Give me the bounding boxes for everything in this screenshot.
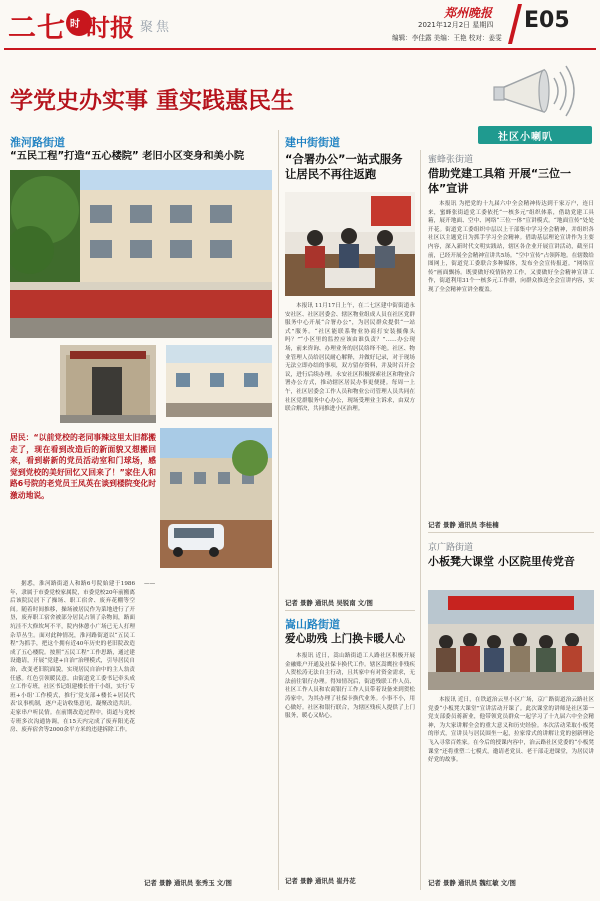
section-badge-text-2: 时报 [86,14,134,42]
center-article-2-body: 本报讯 近日，嵩山路街道工人路社区积极开展金融账户开通及社保卡换代工作。辖区嵩鹰拉非残疾人贺松涛无法自主行动，且其家中有对资金需求，无法前往银行办理。得知情况后，街道残联工作人员、社区工作人员和农商银行工作人员带着设备来到贺松涛家中，为其办理了社保卡换代业务。小事不小，用心做好。社区和银行联合，为辖区残疾人提供了上门服务，暖心又贴心。 [285,653,415,720]
right-article-2-place: 京广路街道 [428,543,474,553]
plaza-photo [160,428,272,568]
building-photo [10,170,272,338]
right-article-2-body: 本报讯 近日，在铁道治云里小区广场，京广路街道治云路社区党委“小板凳大课堂”宣讲活动开课了。此次课堂的讲师是社区第一党支部委员蒋新业，他带领党员群众一起学习了十九届六中全会精神，为大家讲解全会的重大意义和历史经验。本次活动采取小板凳的形式，宣讲员与居民围坐一起，拉家常式的讲解让党的创新理论飞入寻常百姓家。在今后的授课内容中，治云路社区党委的“小板凳课堂”还将重塑二七模式，邀请老党员、老干部走进课堂，为居民讲好党的故事。 [428,697,594,764]
masthead-rule [4,48,596,50]
center-article-1-headline-text: “合署办公”一站式服务 让居民不再往返跑 [285,152,403,181]
center-article-2-body-wrap [285,652,415,870]
right-article-1-headline [428,166,594,196]
section-tag: 聚焦 [140,20,173,35]
left-article-headline: “五民工程”打造“五心楼院” 老旧小区变身和美小院 [10,151,245,162]
left-article-body-cont: —— [144,581,156,587]
doorway-photo [60,345,156,423]
center-article-2-byline: 记者 景静 通讯员 崔丹花 [285,877,356,885]
center-separator [285,610,415,611]
page-divider [508,4,522,44]
right-header-text: 社区小喇叭 [498,132,553,143]
right-article-1-byline: 记者 景静 通讯员 李桂楠 [428,521,499,529]
left-article-body-col1 [10,580,135,886]
right-article-1-place: 蜜蜂张街道 [428,155,474,165]
banner-title: 学党史办实事 重实践惠民生 [10,87,295,114]
section-left: 二七 [8,11,67,44]
wall-photo [166,345,272,417]
paper-name: 郑州晚报 [444,6,493,20]
date-line: 2021年12月2日 星期四 [418,21,494,29]
left-article-byline: 记者 景静 通讯员 张秀玉 文/图 [144,879,232,887]
center-article-1-headline [285,152,415,182]
center-article-1-byline: 记者 景静 通讯员 吴锐南 文/图 [285,599,373,607]
left-article-body-col2 [144,580,272,876]
office-photo [285,192,415,296]
page-code: E05 [524,8,570,33]
left-article-place: 淮河路街道 [10,136,65,149]
right-article-2-byline: 记者 景静 通讯员 魏红敏 文/图 [428,879,516,887]
left-intro-text: 居民：“以前党校的老同事辣这里太旧都搬走了，现在看到改造后的新面貌又想搬回来，看到崭新的党员活动室和门球场，感觉到党校的美好回忆又回来了！”家住人和路6号院的老党员王凤英在谈到楼院变化时激动地说。 [10,433,156,500]
column-divider-1 [278,130,279,890]
masthead [0,0,600,58]
right-article-1-headline-text: 借助党建工具箱 开展“三位一体”宣讲 [428,167,572,195]
center-article-2-headline: 爱心助残 上门换卡暖人心 [285,633,406,645]
megaphone-icon [488,64,580,122]
right-article-2-headline [428,554,594,569]
right-article-1-body-wrap [428,200,594,518]
center-article-1-body: 本报讯 11月17日上午，在二七区建中街街道永安社区、社区居委会、辖区物业组成人员在社区党群服务中心开展“合署办公”，为居民群众提供“一站式”服务。“社区能联系物业协商打安装摄像头吗？”“小区里的监控应该由谁负责？”……办公现场，前来咨询、办理业务的居民络绎不绝。社区、物业管理人员给居民耐心解释，并做好记录，对于现场无法立即办结的事项，双方留存资料，并及时召开会议，进行后续办理。永安社区积极探索社区和物业合署办公方式，推动辖区居民办事更便捷。每周一上午，社区居委会工作人员和物业公司管理人员共同在社区党群服务中心办公，现场受理业主诉求，由双方联合解决，共同推进小区治理。 [285,303,415,413]
right-header-band [470,62,596,146]
classroom-photo [428,590,594,690]
right-separator [428,532,594,533]
right-article-1-body: 本报讯 为把党的十九届六中全会精神传达到千家万户，连日来，蜜蜂张街道党工委依托“一核多元”组织体系，借助党建工具箱，展开地面、空中、网络“三位一体”宣讲模式。“地面宣传”处处开花。街道党工委组织中层以上干部集中学习全会精神，并组织各社区以主题党日为抓手学习全会精神。借助基层理论宣讲作为主要内容，深入新时代文明实践站，辖区各企业开展宣讲活动，截至目前，已经开展全会精神宣讲共5场。“空中宣传”占领阵地。在辖数给图网上，街道党工委联合多种媒体，发布全会宣传报道。“网络宣传”画面飘扬。既要做好疫情防控工作，又要做好全会精神宣讲工作，街道利用31个一核多元工作群，向群众推送全会宣讲内容，实现了全会精神宣讲全覆盖。 [428,201,594,293]
right-article-2-headline-text: 小板凳大课堂 小区院里传党音 [428,555,575,568]
right-article-2-body-wrap [428,696,594,872]
editors-line: 编辑：李佳露 美编：王艳 校对：姜雯 [392,34,502,42]
left-article-body: 据悉，淮河路街道人和路6号院始建于1986年，隶属于市委党校家属院，市委党校20年前搬离后该院民居下了操场、职工宿舍、废弃花棚等空间。随着时间推移，操场被居民作为菜地进行了开垦，废弃职工宿舍被部分居民占领了杂物间，路面坑洼不大修坎坷不平，院内休憩小广场已无人打理杂草丛生。面对此种情况，淮河路街道以“五民工程”为抓手，把这个拥有近40年历史的老旧院改造成了五心楼院。按照“五民工程”工作思路，通过建设邀请，开展“党建+自治”治理模式，引导居民自治，改变老旧院面貌，实现居民自治中的主人翁责任感。红色引领暖民意。由街道党工委书记牵头成立工作专班，社区书记组建楼长骨干小组，实行‘专班+小组’工作模式，推行‘党支部+楼长+居民代表’议事机制，逐户走访收集意见，凝聚改造共识。走家串户听民情。在前期改造过程中，街道与党校专班多次沟通协调，在15天内完成了废弃阳光花房、废弃宿舍等2000余平方米的违建拆除工作。 [10,581,135,734]
center-article-1-body-wrap [285,302,415,598]
section-badge-text: 时 [70,19,80,30]
center-article-2-place: 嵩山路街道 [285,618,340,631]
column-divider-2 [420,150,421,890]
center-article-1-place: 建中街街道 [285,136,340,149]
